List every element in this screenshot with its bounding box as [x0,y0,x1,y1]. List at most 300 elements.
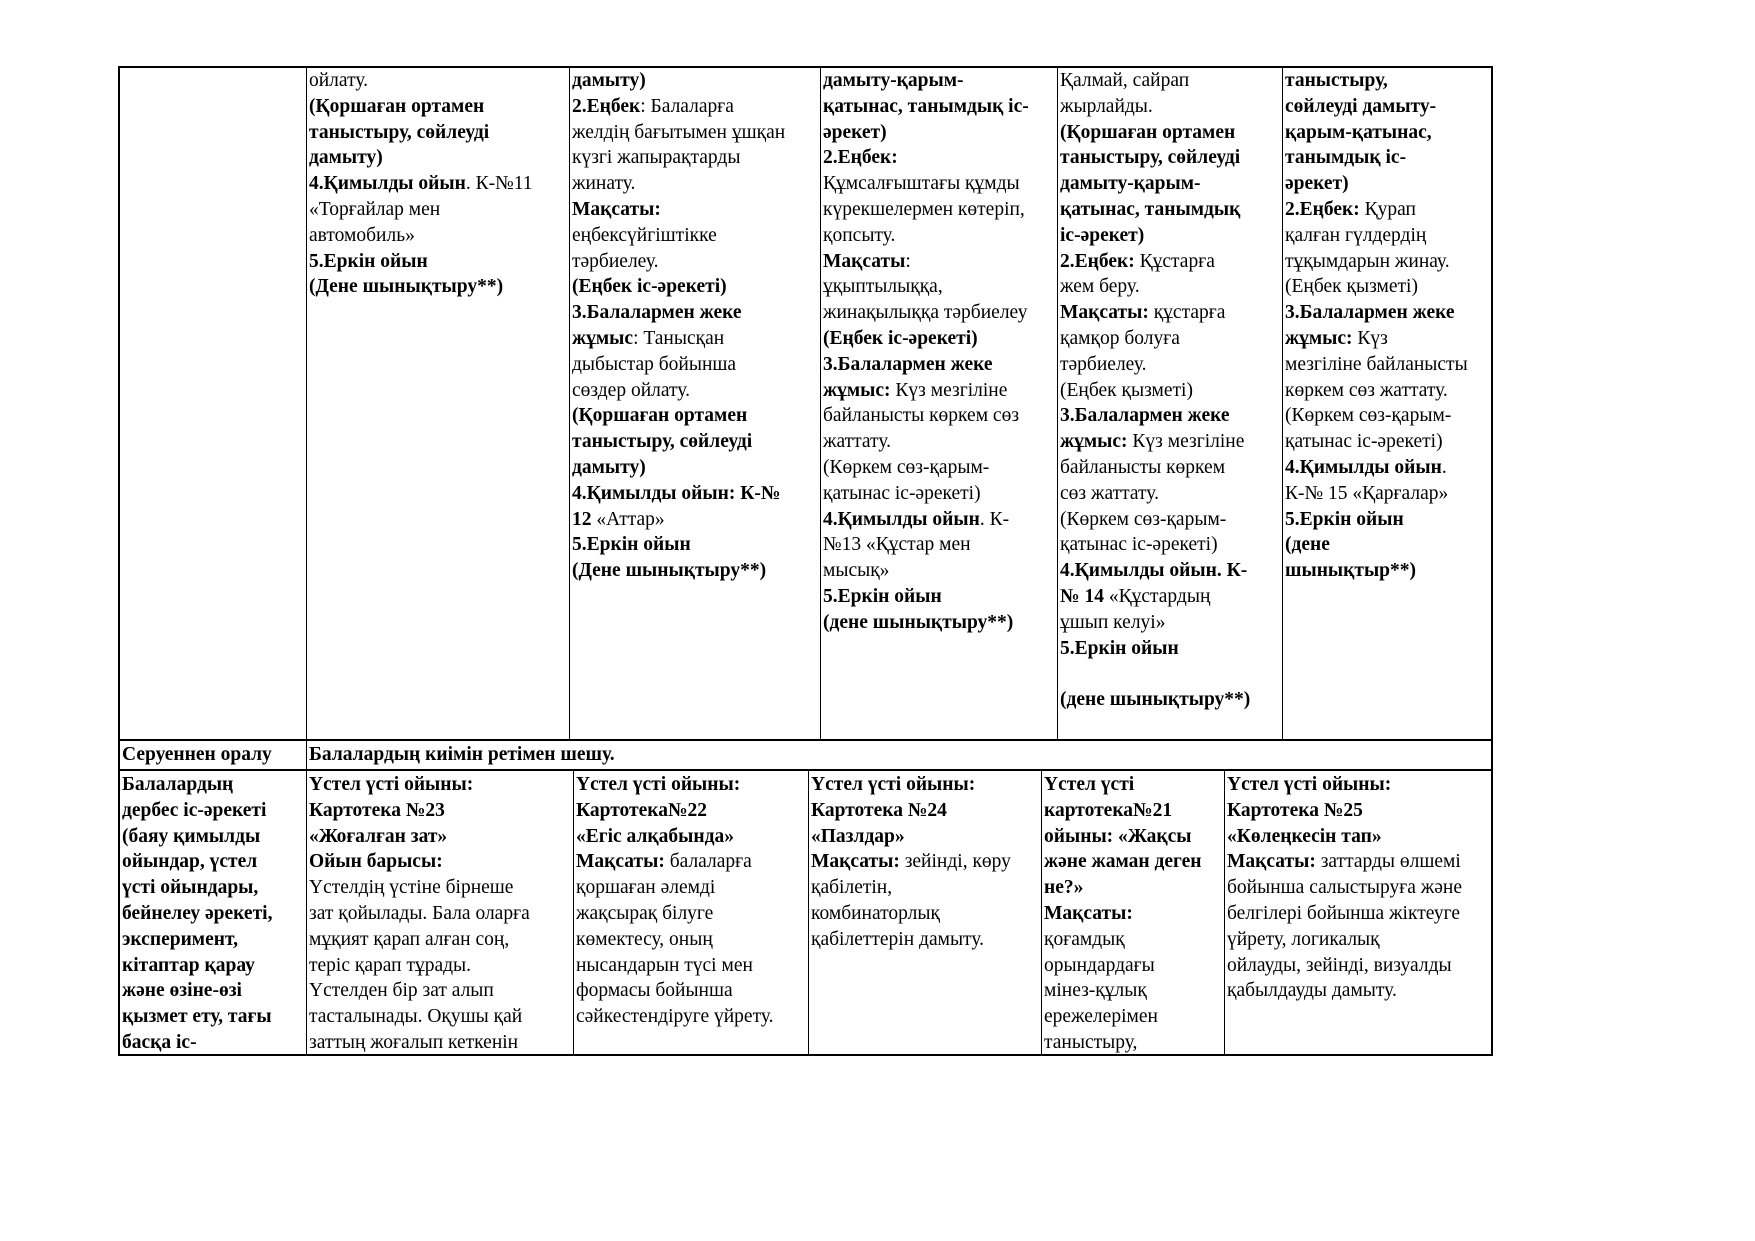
bold-text-run: әрекет) [1285,173,1349,195]
text-run: қабілеттерін дамыту. [811,928,984,950]
bold-text-run: Картотека №23 [309,799,445,821]
text-line [576,927,806,953]
text-run: күзгі жапырақтарды [572,147,741,169]
bold-text-run: Үстел үсті ойыны: [576,774,741,795]
text-run: қопсыту. [823,224,896,246]
bold-text-run: (Қоршаған ортамен [1060,121,1236,143]
text-line [1285,558,1491,584]
bold-text-run: Үстел үсті ойыны: [1227,774,1392,795]
text-line [1044,772,1222,798]
bold-text-run: Үстел үсті ойыны: [811,774,976,795]
text-run: заттарды өлшемі [1315,851,1461,873]
text-line [811,798,1039,824]
text-line [1227,953,1491,979]
text-line [823,171,1055,197]
text-line [572,326,818,352]
text-run: тасталынады. Оқушы қай [309,1006,523,1028]
text-run: ұқыптылыққа, [823,276,943,298]
text-run: тәрбиелеу. [1060,353,1147,375]
bold-text-run: шынықтыр**) [1285,560,1417,582]
return-text-cell [306,741,1493,769]
bold-text-run: (дене шынықтыру**) [823,611,1014,633]
text-line [1060,558,1280,584]
text-line [1044,1030,1222,1056]
text-run: Күз мезгіліне [890,379,1008,401]
bold-text-run: жұмыс: [1285,327,1353,349]
text-line [572,223,818,249]
bold-text-run: дамыту) [309,147,383,169]
bold-text-run: 2.Еңбек: [1060,250,1135,272]
text-line [1060,120,1280,146]
text-line [823,481,1055,507]
text-line [572,171,818,197]
text-line [309,249,567,275]
text-line [1044,1004,1222,1030]
text-line [1060,68,1280,94]
text-run: . [1441,456,1447,478]
text-run: қамқор болуға [1060,327,1180,349]
bold-text-run: әрекет) [823,121,887,143]
text-line [1227,927,1491,953]
text-run: сәйкестендіруге үйрету. [576,1006,774,1028]
text-line [1060,455,1280,481]
bold-text-run: (Дене шынықтыру**) [309,276,504,298]
text-line [1060,352,1280,378]
text-run: : Балаларға [640,95,734,117]
text-line [576,772,806,798]
row-label-line: қызмет ету, тағы [122,1006,272,1028]
text-line [309,120,567,146]
text-run: комбинаторлық [811,902,940,924]
text-line [823,532,1055,558]
text-run: жем беру. [1060,276,1140,298]
text-line [1044,798,1222,824]
text-line [823,145,1055,171]
text-line [576,875,806,901]
text-line [823,197,1055,223]
text-line [572,352,818,378]
bold-text-run: Мақсаты: [811,851,900,873]
text-line [1060,429,1280,455]
return-label-text: Серуеннен оралу [122,744,272,765]
bold-text-run: (Қоршаған ортамен [309,95,485,117]
text-run: қатынас іс-әрекеті) [1285,431,1443,453]
row-label-line: (баяу қимылды [122,825,261,847]
text-run: қабілетін, [811,877,893,899]
text-run: ұшып келуі» [1060,611,1166,633]
bold-text-run: Мақсаты [823,250,906,272]
text-line [309,978,571,1004]
text-run: Құстарға [1134,250,1215,272]
bold-text-run: Картотека №25 [1227,799,1363,821]
text-line [1060,171,1280,197]
text-run: жырлайды. [1060,95,1153,117]
text-line [572,274,818,300]
text-line [1060,274,1280,300]
text-line [1285,94,1491,120]
walk-cell-3 [820,68,1057,739]
text-run: қоршаған әлемді [576,877,716,899]
text-line [1060,532,1280,558]
text-line [823,120,1055,146]
row-label-line: және өзіне-өзі [122,980,242,1002]
text-run: Күз [1352,327,1388,349]
text-line [811,927,1039,953]
text-run: үйрету, логикалық [1227,928,1380,950]
bold-text-run: 3.Балалармен жеке [1060,405,1230,427]
bold-text-run: «Жоғалған зат» [309,825,448,847]
text-run: қалған гүлдердің [1285,224,1427,246]
row-label-line: бейнелеу әрекеті, [122,902,273,924]
text-line [576,901,806,927]
bold-text-run: 2.Еңбек [572,95,641,117]
text-run: жақсырақ білуге [576,902,714,924]
text-line [572,145,818,171]
bold-text-run: 5.Еркін ойын [1285,508,1404,530]
text-line [1044,849,1222,875]
text-line [1227,875,1491,901]
text-line [823,223,1055,249]
row-label-cell-empty [120,68,306,739]
row-label-line: эксперимент, [122,928,238,950]
text-run: мұқият қарап алған соң, [309,928,510,950]
bold-text-run: ойыны: «Жақсы [1044,825,1192,847]
bold-text-run: Мақсаты: [572,198,661,220]
bold-text-run: қарым-қатынас, [1285,121,1432,143]
row-label-line: кітаптар қарау [122,954,255,976]
bold-text-run: 3.Балалармен жеке [1285,302,1455,324]
bold-text-run: (дене [1285,534,1330,556]
text-run: ойлату. [309,70,369,91]
text-run: байланысты көркем [1060,456,1226,478]
text-line [1060,610,1280,636]
text-line [811,875,1039,901]
text-line [1044,875,1222,901]
text-line [1060,507,1280,533]
text-line [1060,584,1280,610]
bold-text-run: Үстел үсті [1044,774,1135,795]
bold-text-run: 5.Еркін ойын [1060,637,1179,659]
text-line [1285,68,1491,94]
text-line [572,507,818,533]
text-run: Қалмай, сайрап [1060,70,1190,91]
text-line [309,94,567,120]
text-run: таныстыру, [1044,1031,1138,1053]
text-run: мезгіліне байланысты [1285,353,1468,375]
bold-text-run: 4.Қимылды ойын [309,173,466,195]
walk-cell-4 [1057,68,1282,739]
bold-text-run: «Пазлдар» [811,825,905,847]
text-run: . К- [979,508,1010,530]
text-line [572,403,818,429]
text-line [1285,120,1491,146]
text-line [572,532,818,558]
text-line [572,429,818,455]
text-line [1285,249,1491,275]
text-line [1060,687,1280,713]
text-line [1060,223,1280,249]
text-line [1060,326,1280,352]
schedule-table [118,66,1493,1056]
text-run: мінез-құлық [1044,980,1147,1002]
text-run: еңбексүйгіштікке [572,224,717,246]
text-line [572,94,818,120]
table-row-walk-continuation [120,68,1491,741]
text-line [1060,481,1280,507]
bold-text-run: жұмыс [572,327,634,349]
text-line [1044,953,1222,979]
text-line [1227,798,1491,824]
text-line [823,378,1055,404]
text-run: тәрбиелеу. [572,250,659,272]
text-line [1285,532,1491,558]
bold-text-run: 3.Балалармен жеке [572,302,742,324]
text-line [309,849,571,875]
text-run: : Танысқан [633,327,725,349]
bold-text-run: 5.Еркін ойын [823,585,942,607]
text-run: көмектесу, оның [576,928,713,950]
text-line [572,481,818,507]
text-line [1044,824,1222,850]
text-line [576,824,806,850]
text-line [1285,507,1491,533]
text-line [309,68,567,94]
bold-text-run: 2.Еңбек: [823,147,898,169]
text-run: ойлауды, зейінді, визуалды [1227,954,1452,976]
bold-text-run: Ойын барысы: [309,851,443,873]
text-run: жаттату. [823,431,891,453]
bold-text-run: таныстыру, сөйлеуді [572,431,753,453]
bold-text-run: «Егіс алқабында» [576,825,734,847]
text-line [576,978,806,1004]
text-run: формасы бойынша [576,980,733,1002]
text-run: Үстелдің үстіне бірнеше [309,877,514,899]
text-line [1285,145,1491,171]
text-line [823,94,1055,120]
text-line [309,927,571,953]
text-run: нысандарын түсі мен [576,954,753,976]
text-run: бойынша салыстыруға және [1227,877,1463,899]
text-line [1285,326,1491,352]
bold-text-run: дамыту-қарым- [823,70,964,91]
text-line [576,953,806,979]
bold-text-run: Үстел үсті ойыны: [309,774,474,795]
row-label-line: ойындар, үстел [122,851,258,873]
walk-cell-1 [306,68,569,739]
text-run: тұқымдарын жинау. [1285,250,1450,272]
text-run: орындардағы [1044,954,1155,976]
bold-text-run: 3.Балалармен жеке [823,353,993,375]
text-line [309,953,571,979]
activity-cell-4 [1041,771,1224,1056]
text-run: сөз жаттату. [1060,482,1159,504]
text-line [576,798,806,824]
text-run: күрекшелермен көтеріп, [823,198,1025,220]
text-line [1060,378,1280,404]
bold-text-run: (Еңбек іс-әрекеті) [572,276,727,298]
text-line [1285,378,1491,404]
text-line [1285,171,1491,197]
walk-cell-5 [1282,68,1493,739]
text-line [1285,481,1491,507]
text-run: желдің бағытымен ұшқан [572,121,786,143]
text-line [1044,978,1222,1004]
text-run: «Құстардың [1103,585,1211,607]
text-run: : [905,250,911,272]
text-line [1285,223,1491,249]
text-line [823,558,1055,584]
text-run: (Көркем сөз-қарым- [1060,508,1227,530]
text-line [309,1004,571,1030]
bold-text-run: (Қоршаған ортамен [572,405,748,427]
text-line [823,68,1055,94]
text-line [823,300,1055,326]
bold-text-run: Мақсаты: [576,851,665,873]
text-line [823,274,1055,300]
text-line [823,507,1055,533]
text-line [1060,249,1280,275]
bold-text-run: таныстыру, сөйлеуді [309,121,490,143]
text-line [811,772,1039,798]
text-run: зейінді, көру [899,851,1011,873]
activity-cell-5 [1224,771,1493,1056]
text-line [572,378,818,404]
text-line [309,223,567,249]
text-line [1227,824,1491,850]
row-label-activity [120,771,306,1056]
bold-text-run: (Еңбек іс-әрекеті) [823,327,978,349]
text-run: Үстелден бір зат алып [309,980,494,1002]
text-line [1285,352,1491,378]
text-line [1044,901,1222,927]
bold-text-run: қатынас, танымдық [1060,198,1241,220]
text-line [572,455,818,481]
text-line [309,875,571,901]
bold-text-run: Картотека№22 [576,799,708,821]
text-line [1227,849,1491,875]
bold-text-run: картотека№21 [1044,799,1173,821]
text-line [1285,429,1491,455]
text-line [309,901,571,927]
walk-cell-2 [569,68,820,739]
text-run: қабылдауды дамыту. [1227,980,1397,1002]
bold-text-run: 4.Қимылды ойын. К- [1060,560,1248,582]
text-run: Қурап [1359,198,1416,220]
text-run: қоғамдық [1044,928,1125,950]
text-line [1060,636,1280,662]
text-run: ережелерімен [1044,1006,1158,1028]
text-run: байланысты көркем сөз [823,405,1020,427]
table-row-activity [120,771,1491,1056]
text-run: (Көркем сөз-қарым- [1285,405,1452,427]
text-run: (Көркем сөз-қарым- [823,456,990,478]
row-label-line: дербес іс-әрекеті [122,799,267,821]
bold-text-run: таныстыру, сөйлеуді [1060,147,1241,169]
text-line [1060,197,1280,223]
row-label-line: Балалардың [122,774,234,795]
bold-text-run: дамыту) [572,70,646,91]
text-run: (Еңбек қызметі) [1285,276,1418,298]
text-run: теріс қарап тұрады. [309,954,472,976]
text-run: заттың жоғалып кеткенін [309,1031,519,1053]
bold-text-run: не?» [1044,877,1084,899]
text-line [1285,403,1491,429]
text-line [811,824,1039,850]
text-line [572,558,818,584]
row-label-line: үсті ойындары, [122,877,259,899]
text-run: сөздер ойлату. [572,379,690,401]
text-line [1044,927,1222,953]
text-line [823,326,1055,352]
text-line [572,120,818,146]
text-run: қатынас іс-әрекеті) [823,482,981,504]
text-line [1060,145,1280,171]
text-line [1227,901,1491,927]
text-run: . К-№11 [465,173,533,195]
bold-text-run: жұмыс: [1060,431,1128,453]
text-line [1060,300,1280,326]
text-line [309,1030,571,1056]
activity-cell-1 [306,771,573,1056]
text-line [823,249,1055,275]
text-run: №13 «Құстар мен [823,534,971,556]
text-line [309,171,567,197]
text-run: қатынас іс-әрекеті) [1060,534,1218,556]
bold-text-run: 4.Қимылды ойын: К-№ [572,482,781,504]
bold-text-run: және жаман деген [1044,851,1202,873]
text-line [823,584,1055,610]
text-line [309,824,571,850]
text-run: дыбыстар бойынша [572,353,737,375]
text-line [1285,455,1491,481]
text-run: Құмсалғыштағы құмды [823,173,1020,195]
text-line [1285,274,1491,300]
text-line [576,849,806,875]
text-line [1060,94,1280,120]
bold-text-run: (дене шынықтыру**) [1060,689,1251,711]
text-line [572,300,818,326]
text-run: «Торғайлар мен [309,198,441,220]
text-line [309,197,567,223]
text-line [309,145,567,171]
row-label-return [120,741,306,769]
bold-text-run: 4.Қимылды ойын [823,508,980,530]
text-line [1227,978,1491,1004]
text-line [823,455,1055,481]
bold-text-run: 4.Қимылды ойын [1285,456,1442,478]
text-line [572,197,818,223]
bold-text-run: Мақсаты: [1227,851,1316,873]
text-line [823,403,1055,429]
text-run: автомобиль» [309,224,415,246]
table-row-return [120,741,1491,771]
text-run: зат қойылады. Бала оларға [309,902,530,924]
bold-text-run: 2.Еңбек: [1285,198,1360,220]
text-run: мысық» [823,560,890,582]
row-label-line: басқа іс- [122,1031,197,1053]
text-line [576,1004,806,1030]
text-line [309,798,571,824]
bold-text-run: (Дене шынықтыру**) [572,560,767,582]
text-line [1285,197,1491,223]
text-run: құстарға [1148,302,1226,324]
text-run: көркем сөз жаттату. [1285,379,1448,401]
bold-text-run: «Көлеңкесін тап» [1227,825,1382,847]
text-run: белгілері бойынша жіктеуге [1227,902,1461,924]
text-line [823,352,1055,378]
text-line [572,68,818,94]
text-line [1285,300,1491,326]
